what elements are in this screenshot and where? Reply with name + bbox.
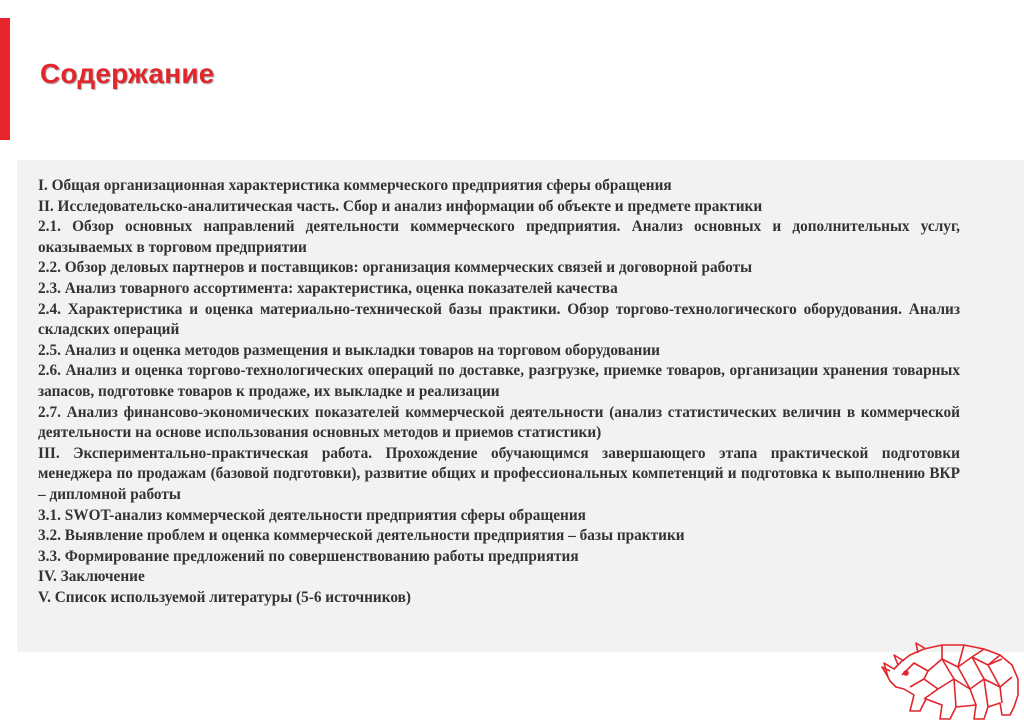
toc-item: 3.3. Формирование предложений по совершенствованию работы предприятия [38, 547, 579, 565]
accent-bar [0, 18, 10, 140]
toc-item: 2.3. Анализ товарного ассортимента: характеристика, оценка показателей качества [38, 279, 618, 297]
toc-item: IV. Заключение [38, 568, 145, 586]
toc-item: V. Список используемой литературы (5-6 источников) [38, 588, 411, 606]
toc-item: 2.6. Анализ и оценка торгово-технологических операций по доставке, разгрузке, приемке товаров, организации хранения товарных запасов, подготовке товаров к продаже, их выкладке и реализации [38, 362, 960, 400]
slide-title: Содержание [40, 58, 215, 89]
toc-item: 2.4. Характеристика и оценка материально-технической базы практики. Обзор торгово-технологического оборудования. Анализ складских операций [38, 300, 960, 339]
rhino-logo-icon [880, 615, 1020, 723]
toc-item: 3.1. SWOT-анализ коммерческой деятельности предприятия сферы обращения [38, 506, 586, 524]
toc-item: 2.1. Обзор основных направлений деятельности коммерческого предприятия. Анализ основных и дополнительных услуг, оказываемых в торговом предприятии [38, 218, 960, 256]
toc-item: I. Общая организационная характеристика коммерческого предприятия сферы обращения [38, 177, 672, 194]
toc-item: 2.2. Обзор деловых партнеров и поставщиков: организация коммерческих связей и договорной работы [38, 259, 753, 277]
table-of-contents [38, 176, 960, 608]
toc-item: 3.2. Выявление проблем и оценка коммерческой деятельности предприятия – базы практики [38, 527, 685, 545]
toc-item: 2.5. Анализ и оценка методов размещения и выкладки товаров на торговом оборудовании [38, 341, 660, 359]
toc-item: II. Исследовательско-аналитическая часть. Сбор и анализ информации об объекте и предмете практики [38, 197, 763, 215]
toc-item: 2.7. Анализ финансово-экономических показателей коммерческой деятельности (анализ статистических величин в коммерческой деятельности на основе использования основных методов и приемов статистики) [38, 403, 960, 442]
toc-item: III. Экспериментально-практическая работа. Прохождение обучающимся завершающего этапа практической подготовки менеджера по продажам (базовой подготовки), развитие общих и профессиональных компетенций и подготовка к выполнению ВКР – дипломной работы [38, 444, 960, 503]
